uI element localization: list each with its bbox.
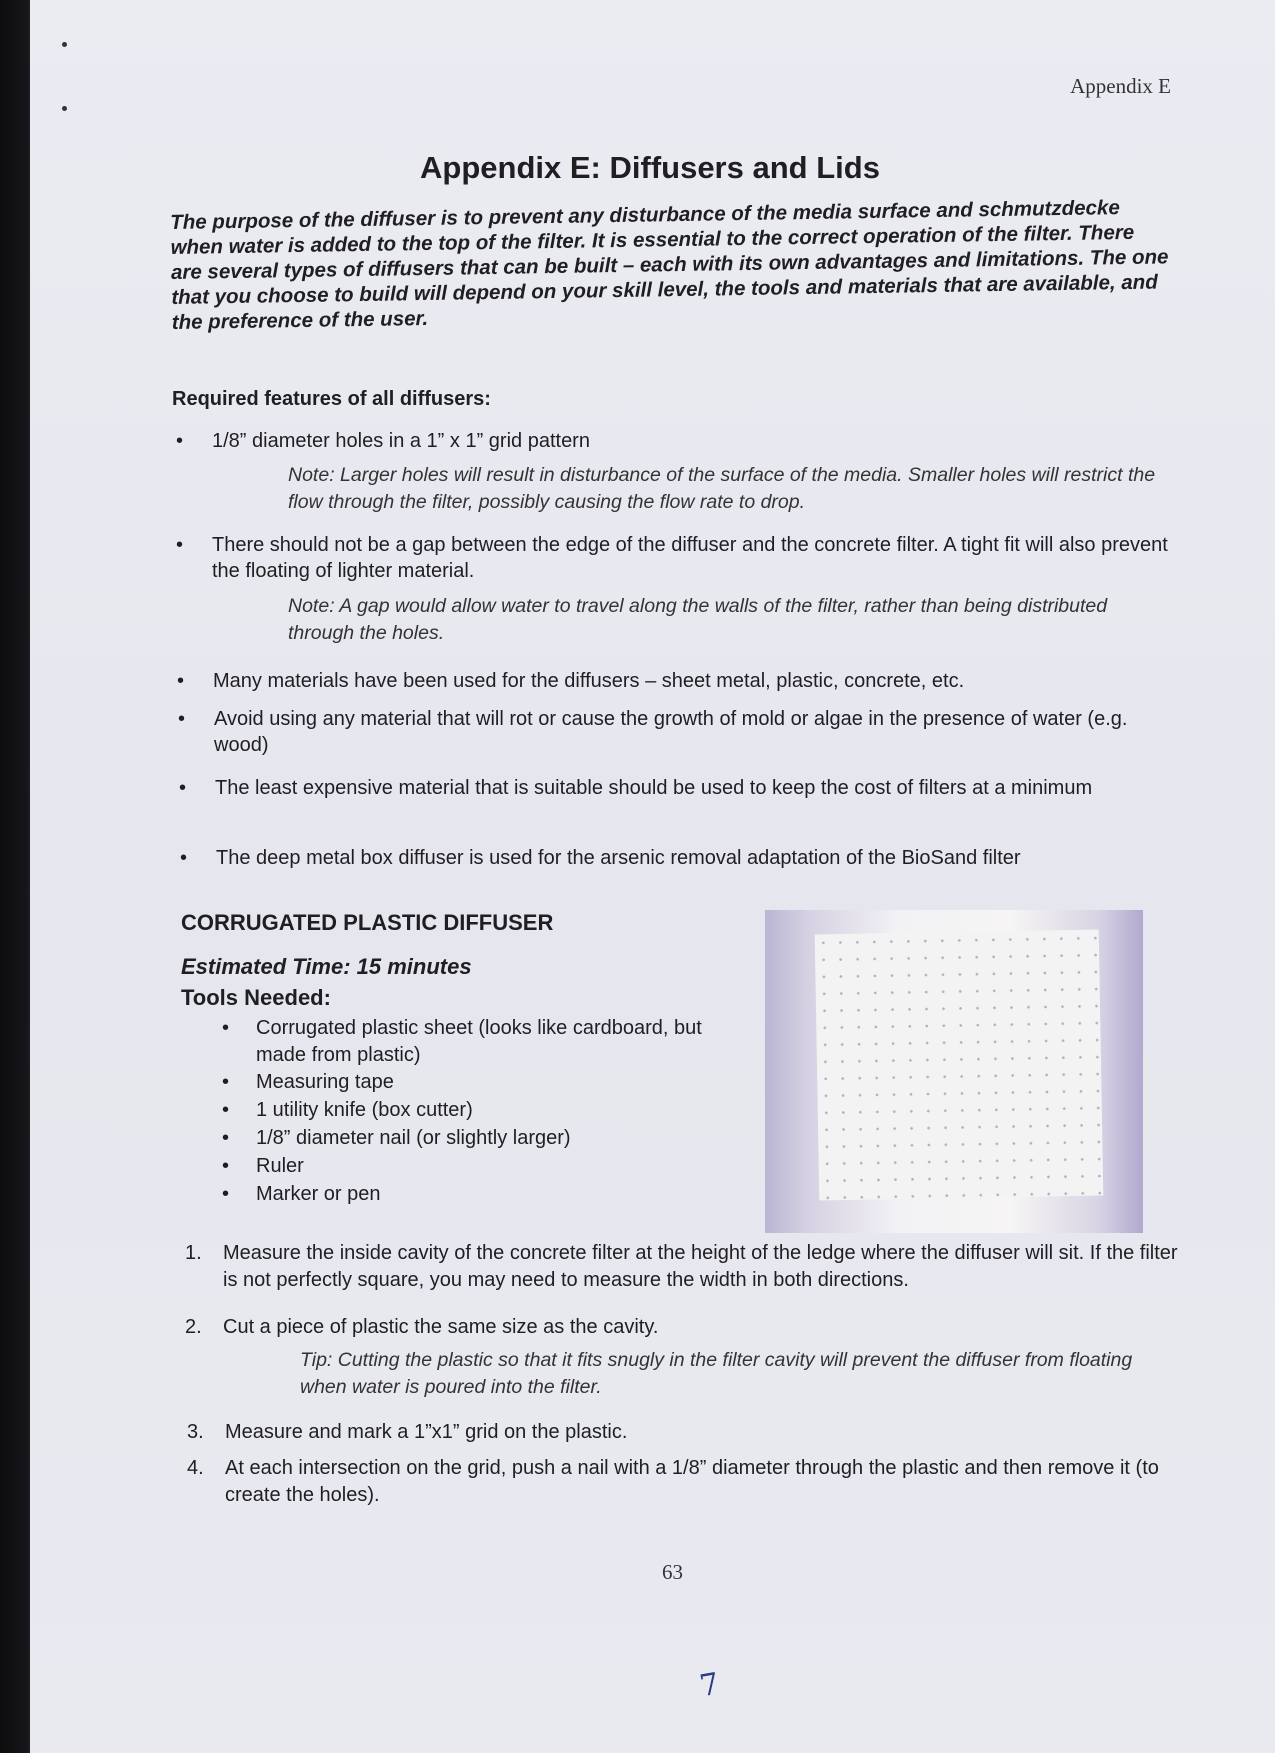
step-number: 3. bbox=[187, 1421, 204, 1443]
tool-item: • 1/8” diameter nail (or slightly larger) bbox=[256, 1125, 571, 1152]
punch-mark bbox=[62, 42, 67, 47]
diffuser-photo bbox=[765, 910, 1143, 1233]
bullet-item: • There should not be a gap between the edge of the diffuser and the concrete filter. A tight fit will also prevent the floating of lighter material. bbox=[212, 532, 1172, 584]
plastic-sheet-grid bbox=[815, 930, 1104, 1201]
required-features-heading: Required features of all diffusers: bbox=[172, 388, 491, 410]
step-number: 4. bbox=[187, 1457, 204, 1479]
step-item bbox=[187, 1419, 1185, 1446]
step-item bbox=[185, 1314, 1183, 1341]
tool-item: • Measuring tape bbox=[256, 1069, 394, 1096]
bullet-item: • The deep metal box diffuser is used for the arsenic removal adaptation of the BioSand filter bbox=[216, 845, 1176, 871]
intro-paragraph: The purpose of the diffuser is to prevent any disturbance of the media surface and schmutzdecke when water is added to the top of the filter. It is essential to the correct operation of the filter. There are several types of diffusers that can be built – each with its own advantages and limitations. The one that you choose to build will depend on your skill level, the tools and materials that are available, and the preference of the user. bbox=[170, 196, 1169, 334]
bullet-item: • The least expensive material that is suitable should be used to keep the cost of filters at a minimum bbox=[215, 775, 1165, 801]
step-item bbox=[187, 1455, 1185, 1509]
tools-heading: Tools Needed: bbox=[181, 985, 331, 1010]
tool-item: • 1 utility knife (box cutter) bbox=[256, 1097, 473, 1124]
running-header: Appendix E bbox=[1070, 74, 1171, 98]
tip-text: Tip: Cutting the plastic so that it fits snugly in the filter cavity will prevent the diffuser from floating when water is poured into the filter. bbox=[300, 1349, 1133, 1398]
note-text: Note: Larger holes will result in disturbance of the surface of the media. Smaller holes will restrict the flow through the filter, possibly causing the flow rate to drop. bbox=[288, 464, 1156, 513]
tool-item: • Corrugated plastic sheet (looks like cardboard, but made from plastic) bbox=[256, 1015, 756, 1069]
section-heading: CORRUGATED PLASTIC DIFFUSER bbox=[181, 910, 554, 935]
punch-mark bbox=[62, 106, 67, 111]
step-text: Cut a piece of plastic the same size as the cavity. bbox=[223, 1316, 659, 1338]
estimated-time: Estimated Time: 15 minutes bbox=[181, 954, 472, 979]
bullet-item: • 1/8” diameter holes in a 1” x 1” grid pattern bbox=[212, 428, 1162, 454]
handwritten-mark: 7 bbox=[697, 1666, 722, 1705]
note-text: Note: A gap would allow water to travel along the walls of the filter, rather than being distributed through the holes. bbox=[288, 595, 1108, 644]
step-number: 1. bbox=[185, 1242, 202, 1264]
bullet-item: • Avoid using any material that will rot or cause the growth of mold or algae in the presence of water (e.g. wood) bbox=[214, 706, 1174, 758]
step-text: Measure and mark a 1”x1” grid on the plastic. bbox=[225, 1421, 628, 1443]
page-title: Appendix E: Diffusers and Lids bbox=[420, 150, 880, 185]
bullet-item: • Many materials have been used for the diffusers – sheet metal, plastic, concrete, etc. bbox=[213, 668, 1163, 694]
step-text: Measure the inside cavity of the concrete filter at the height of the ledge where the diffuser will sit. If the filter is not perfectly square, you may need to measure the width in both directions. bbox=[223, 1242, 1178, 1291]
book-spine-shadow bbox=[0, 0, 34, 1753]
step-text: At each intersection on the grid, push a nail with a 1/8” diameter through the plastic and then remove it (to create the holes). bbox=[225, 1457, 1159, 1506]
step-number: 2. bbox=[185, 1316, 202, 1338]
step-item bbox=[185, 1240, 1183, 1294]
page-number: 63 bbox=[662, 1560, 683, 1584]
tool-item: • Ruler bbox=[256, 1153, 304, 1180]
tool-item: • Marker or pen bbox=[256, 1181, 381, 1208]
